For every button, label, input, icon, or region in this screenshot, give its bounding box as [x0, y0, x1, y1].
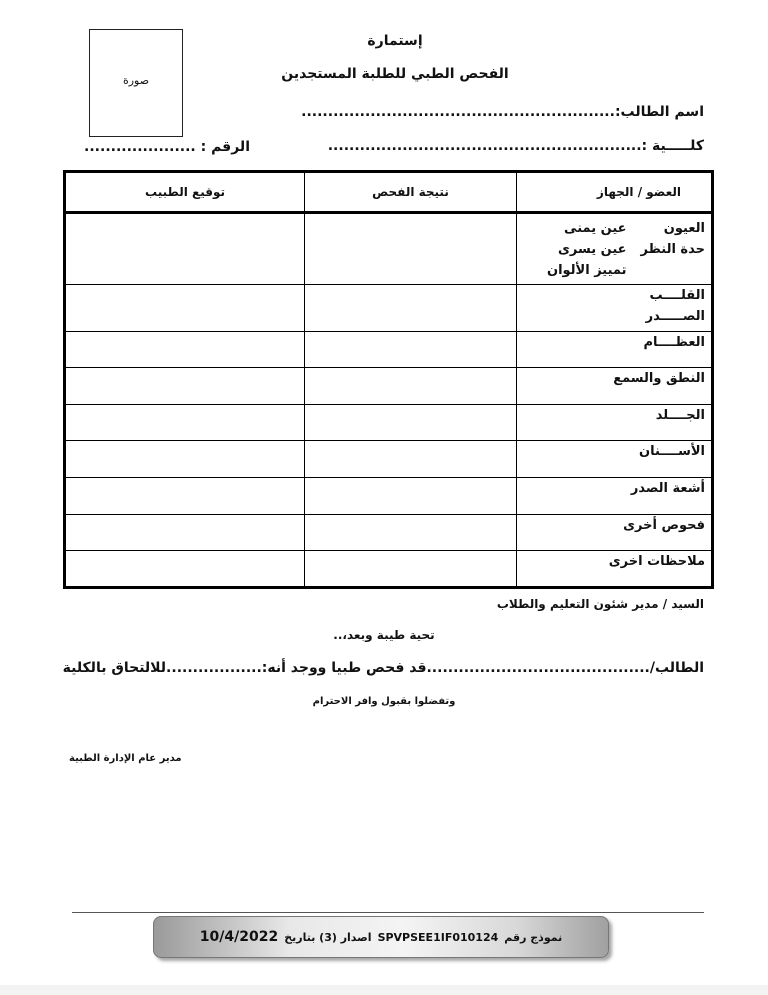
organ-cell-bones: [517, 332, 713, 368]
signature-cell[interactable]: [65, 441, 305, 478]
header-organ: العضو / الجهاز: [517, 172, 713, 213]
heart-label: القلــــب: [649, 288, 705, 303]
result-cell[interactable]: [305, 478, 517, 515]
other-tests-label: فحوص أخرى: [623, 518, 705, 533]
college-field: [328, 138, 704, 154]
signature-cell[interactable]: [65, 515, 305, 551]
form-code: SPVPSEE1IF010124: [377, 930, 499, 944]
result-cell[interactable]: [305, 405, 517, 441]
table-row: [65, 515, 713, 551]
result-cell[interactable]: [305, 441, 517, 478]
table-row: [65, 405, 713, 441]
organ-cell-xray: [517, 478, 713, 515]
table-header-row: [65, 172, 713, 213]
college-label: كلـــــية :: [641, 138, 704, 154]
exam-table: [63, 170, 714, 589]
footer-divider: [72, 912, 704, 913]
greeting-line: تحية طيبة وبعد،..: [333, 628, 435, 642]
number-label: الرقم :: [200, 139, 250, 155]
signature-cell[interactable]: [65, 332, 305, 368]
header-signature: توقيع الطبيب: [65, 172, 305, 213]
issue-text: اصدار (3) بتاريخ: [284, 930, 372, 944]
table-row: [65, 441, 713, 478]
photo-label: صورة: [122, 74, 150, 87]
closing-line: وتفضلوا بقبول وافر الاحترام: [312, 696, 456, 707]
photo-box: [89, 29, 183, 137]
form-number-label: نموذج رقم: [504, 930, 563, 944]
organ-cell-other-tests: [517, 515, 713, 551]
issue-date: 10/4/2022: [199, 929, 279, 945]
chest-label: الصـــــدر: [645, 309, 705, 324]
result-cell[interactable]: [305, 285, 517, 332]
table-row: [65, 368, 713, 405]
number-dots: .....................: [84, 139, 196, 155]
student-name-field: [301, 104, 704, 120]
signature-cell[interactable]: [65, 551, 305, 588]
result-cell[interactable]: [305, 213, 517, 285]
organ-cell-teeth: [517, 441, 713, 478]
speech-hearing-label: النطق والسمع: [613, 371, 705, 386]
right-eye-label: عين يمنى: [564, 221, 627, 236]
color-vision-label: تمييز الألوان: [546, 263, 627, 278]
number-field: [84, 139, 250, 155]
signature-cell[interactable]: [65, 405, 305, 441]
result-cell[interactable]: [305, 368, 517, 405]
notes-label: ملاحظات اخرى: [608, 554, 705, 569]
organ-cell-eyes: [517, 213, 713, 285]
table-row: [65, 332, 713, 368]
teeth-label: الأســــنان: [639, 444, 705, 459]
table-row: [65, 551, 713, 588]
form-title: إستمارة: [367, 33, 423, 49]
table-row: [65, 213, 713, 285]
header-result: نتيجة الفحص: [305, 172, 517, 213]
visual-acuity-label: حدة النظر: [640, 242, 705, 257]
student-name-dots: ...........................................................: [301, 104, 615, 120]
skin-label: الجــــلد: [655, 408, 705, 423]
chest-xray-label: أشعة الصدر: [630, 481, 705, 496]
organ-cell-notes: [517, 551, 713, 588]
left-eye-label: عين يسرى: [557, 242, 627, 257]
organ-cell-heart-chest: [517, 285, 713, 332]
signature-cell[interactable]: [65, 213, 305, 285]
signature-cell[interactable]: [65, 285, 305, 332]
organ-cell-speech: [517, 368, 713, 405]
organ-cell-skin: [517, 405, 713, 441]
eyes-label: العيون: [663, 221, 705, 236]
signer-title: مدير عام الإدارة الطبية: [69, 753, 182, 764]
form-code-badge: [153, 916, 609, 958]
signature-cell[interactable]: [65, 368, 305, 405]
addressee-line: السيد / مدير شئون التعليم والطلاب: [496, 597, 704, 611]
declaration-line: الطالب/..........................................قد فحص طبيا ووجد أنه:..................للالتحاق بالكلية: [62, 660, 704, 676]
result-cell[interactable]: [305, 515, 517, 551]
result-cell[interactable]: [305, 332, 517, 368]
table-row: [65, 478, 713, 515]
result-cell[interactable]: [305, 551, 517, 588]
college-dots: ...........................................................: [327, 138, 642, 154]
form-subtitle: الفحص الطبي للطلبة المستجدين: [281, 66, 509, 82]
signature-cell[interactable]: [65, 478, 305, 515]
table-row: [65, 285, 713, 332]
student-name-label: اسم الطالب:: [614, 104, 704, 120]
bones-label: العظــــام: [643, 335, 705, 350]
